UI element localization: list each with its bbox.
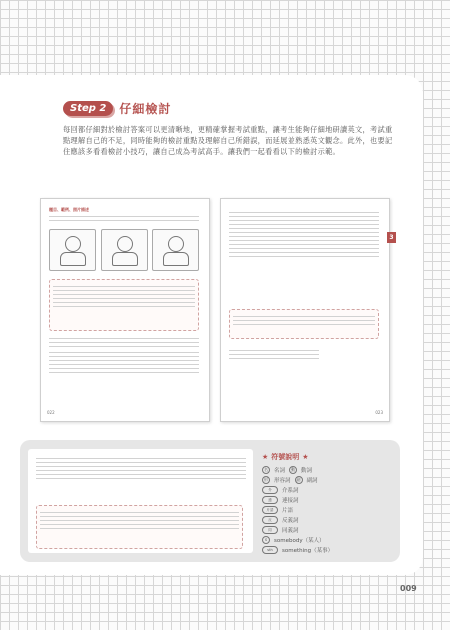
legend-row: 形 形容詞 副 副詞 — [264, 477, 318, 484]
legend-row: 名 名詞 動 動詞 — [264, 467, 313, 474]
legend-row: s somebody（某人） — [262, 535, 392, 545]
conjunction-icon: 連 — [262, 496, 278, 504]
legend-row: 介 介系詞 — [262, 485, 392, 495]
step-title: 仔細檢討 — [119, 102, 172, 116]
preposition-icon: 介 — [262, 486, 278, 494]
star-icon: ★ — [302, 453, 309, 461]
adverb-icon: 副 — [296, 477, 301, 482]
legend-title: ★ 符號說明 ★ — [262, 453, 309, 461]
chapter-tab: 3 — [387, 232, 396, 243]
legend-row: 片語 片語 — [262, 505, 392, 515]
step-header — [63, 100, 171, 117]
vocab-box — [36, 505, 243, 549]
legend-row: sth something（某事） — [262, 545, 392, 555]
photo-c — [152, 229, 199, 271]
right-sample-page — [220, 198, 390, 422]
somebody-icon: s — [262, 536, 270, 544]
synonym-icon: 同 — [262, 526, 278, 534]
adjective-icon: 形 — [264, 477, 268, 482]
legend-row: 反 反義詞 — [262, 515, 392, 525]
page-folio: 009 — [400, 584, 417, 593]
left-sample-page — [40, 198, 210, 422]
exercise-lines — [49, 349, 199, 376]
photo-a — [49, 229, 96, 271]
intro-text: 每回都仔細對於檢討答案可以更清晰地，更精確掌握考試重點，讓考生能夠仔細地研讀英文，考試重點理解自己的不足，同時能夠的檢討重點及理解自己所錯誤，而延展並熟悉英文觀念。此外，也要記住應該多看看檢討小技巧，讓自己成為考試高手。讓我們一起看看以下的檢討示範。 — [63, 125, 393, 156]
tip-box — [229, 309, 379, 339]
phrase-icon: 片語 — [262, 506, 278, 514]
example-card — [28, 449, 253, 553]
right-body-lines — [229, 209, 379, 260]
left-page-title: 題目、範例、照片描述 — [49, 207, 89, 212]
legend-row: 同 同義詞 — [262, 525, 392, 535]
photo-b — [101, 229, 148, 271]
antonym-icon: 反 — [262, 516, 278, 524]
legend-row: 連 連接詞 — [262, 495, 392, 505]
right-page-number: 023 — [375, 410, 383, 415]
verb-icon: 動 — [291, 467, 296, 472]
photo-row — [49, 229, 199, 269]
vocab-lines — [49, 335, 199, 350]
step-badge: Step 2 — [63, 101, 113, 116]
legend-panel — [262, 452, 392, 555]
answer-box — [49, 279, 199, 331]
star-icon: ★ — [262, 453, 269, 461]
left-page-number: 022 — [47, 410, 55, 415]
noun-icon: 名 — [264, 467, 268, 472]
right-short-lines — [229, 347, 319, 362]
something-icon: sth — [262, 546, 278, 554]
